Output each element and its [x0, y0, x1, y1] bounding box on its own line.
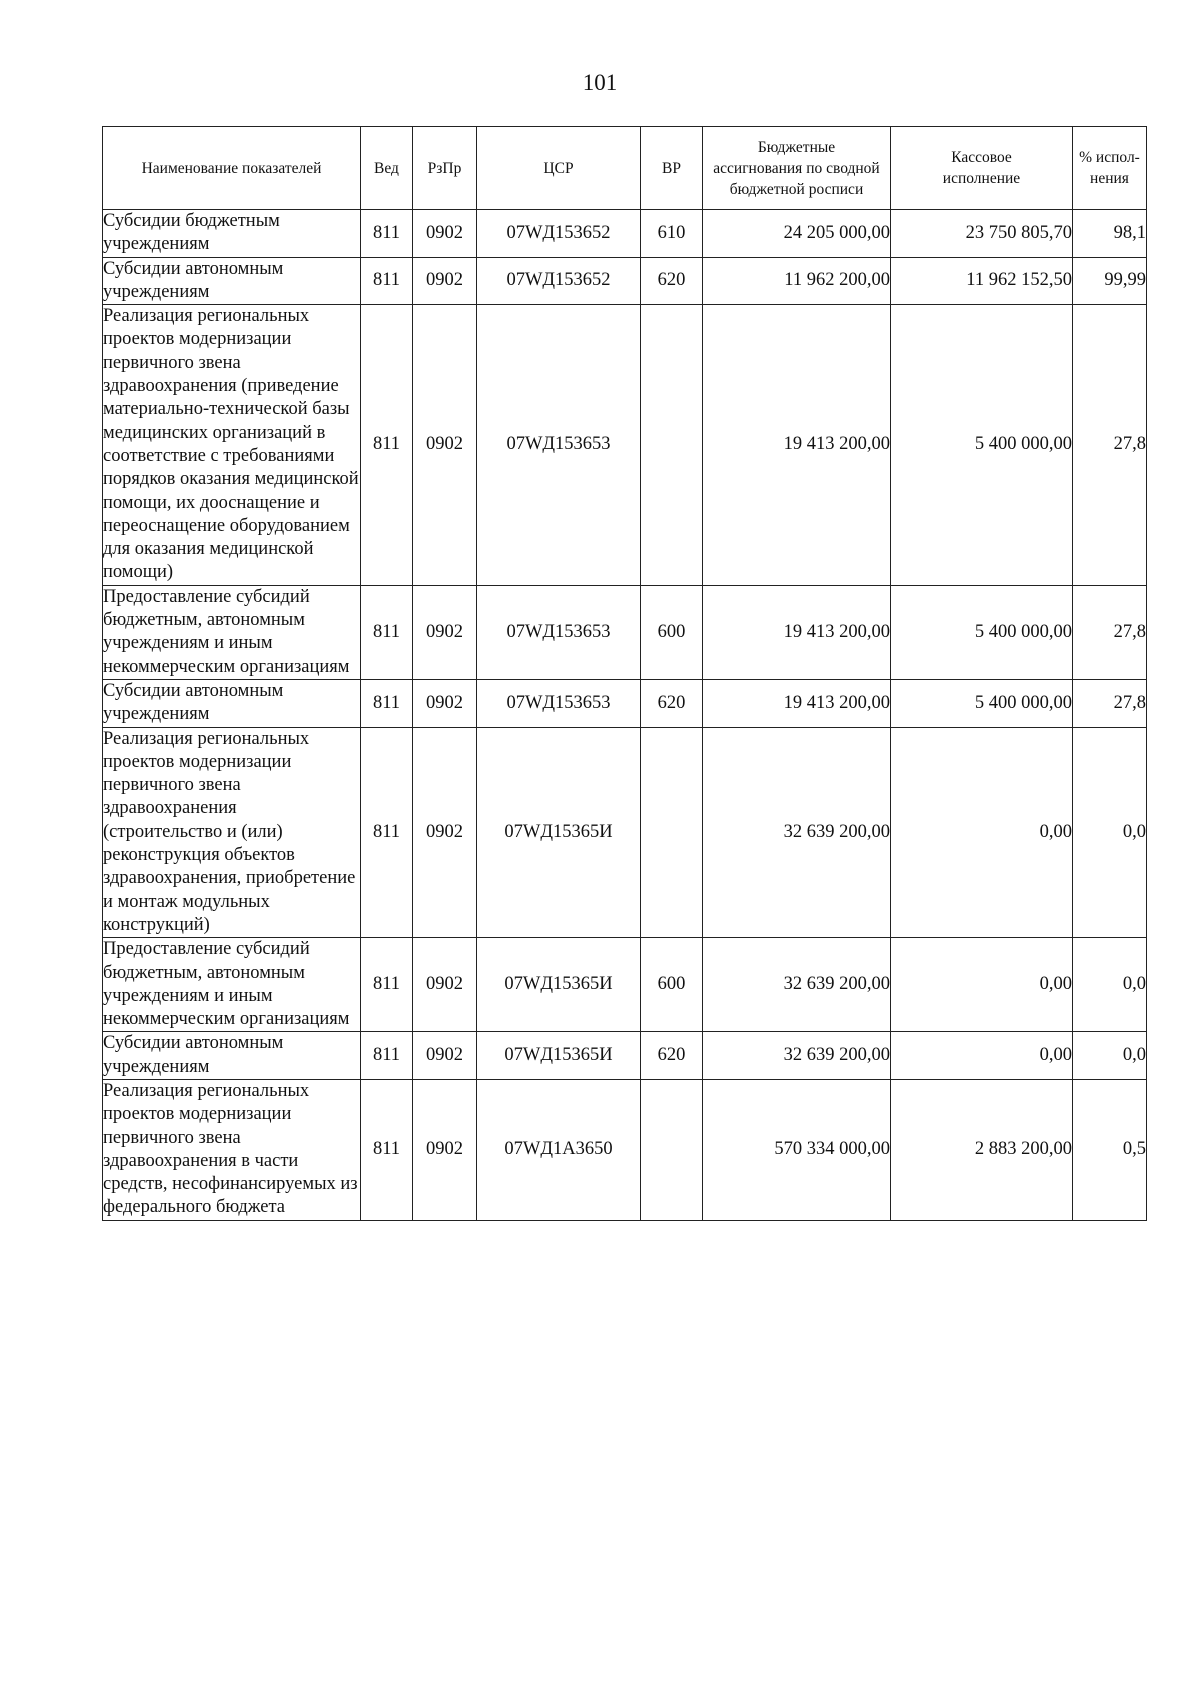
table-row [103, 679, 1147, 727]
header-cash: Кассовое исполнение [891, 127, 1073, 210]
cell-rzpr: 0902 [413, 679, 477, 727]
header-name: Наименование показателей [103, 127, 361, 210]
table-row [103, 1032, 1147, 1080]
cell-vr: 620 [641, 1032, 703, 1080]
cell-csr: 07WД153653 [477, 679, 641, 727]
table-row [103, 585, 1147, 679]
cell-percent: 99,99 [1073, 257, 1147, 305]
cell-percent: 0,0 [1073, 727, 1147, 938]
cell-cash: 0,00 [891, 938, 1073, 1032]
table-row [103, 210, 1147, 258]
cell-name: Предоставление субсидий бюджетным, автономным учреждениям и иным некоммерческим организациям [103, 585, 361, 679]
cell-vr [641, 727, 703, 938]
cell-cash: 0,00 [891, 1032, 1073, 1080]
cell-ved: 811 [361, 257, 413, 305]
cell-cash: 2 883 200,00 [891, 1079, 1073, 1220]
cell-assigned: 11 962 200,00 [703, 257, 891, 305]
cell-rzpr: 0902 [413, 305, 477, 586]
header-assigned: Бюджетные ассигнования по сводной бюджетной росписи [703, 127, 891, 210]
cell-ved: 811 [361, 305, 413, 586]
table-row [103, 1079, 1147, 1220]
cell-percent: 98,1 [1073, 210, 1147, 258]
cell-cash: 5 400 000,00 [891, 585, 1073, 679]
header-rzpr: РзПр [413, 127, 477, 210]
table-row [103, 938, 1147, 1032]
cell-vr: 610 [641, 210, 703, 258]
table-row [103, 727, 1147, 938]
cell-rzpr: 0902 [413, 727, 477, 938]
cell-csr: 07WД15365И [477, 1032, 641, 1080]
cell-name: Реализация региональных проектов модернизации первичного звена здравоохранения (строительство и (или) реконструкция объектов здравоохранения, приобретение и монтаж модульных конструкций) [103, 727, 361, 938]
cell-name: Субсидии автономным учреждениям [103, 1032, 361, 1080]
cell-csr: 07WД153652 [477, 210, 641, 258]
cell-assigned: 19 413 200,00 [703, 679, 891, 727]
cell-cash: 5 400 000,00 [891, 679, 1073, 727]
cell-rzpr: 0902 [413, 210, 477, 258]
header-percent: % испол-нения [1073, 127, 1147, 210]
table-row [103, 257, 1147, 305]
cell-ved: 811 [361, 210, 413, 258]
cell-rzpr: 0902 [413, 938, 477, 1032]
cell-vr: 620 [641, 257, 703, 305]
cell-assigned: 32 639 200,00 [703, 938, 891, 1032]
cell-assigned: 24 205 000,00 [703, 210, 891, 258]
cell-name: Предоставление субсидий бюджетным, автономным учреждениям и иным некоммерческим организациям [103, 938, 361, 1032]
cell-percent: 27,8 [1073, 585, 1147, 679]
cell-ved: 811 [361, 679, 413, 727]
cell-ved: 811 [361, 727, 413, 938]
cell-rzpr: 0902 [413, 585, 477, 679]
header-csr: ЦСР [477, 127, 641, 210]
cell-vr: 600 [641, 938, 703, 1032]
cell-name: Субсидии автономным учреждениям [103, 679, 361, 727]
cell-cash: 11 962 152,50 [891, 257, 1073, 305]
cell-name: Субсидии автономным учреждениям [103, 257, 361, 305]
cell-ved: 811 [361, 1079, 413, 1220]
cell-vr: 620 [641, 679, 703, 727]
cell-name: Субсидии бюджетным учреждениям [103, 210, 361, 258]
cell-cash: 0,00 [891, 727, 1073, 938]
cell-cash: 23 750 805,70 [891, 210, 1073, 258]
cell-csr: 07WД1А3650 [477, 1079, 641, 1220]
cell-vr [641, 305, 703, 586]
budget-execution-table [102, 126, 1147, 1221]
cell-rzpr: 0902 [413, 257, 477, 305]
cell-csr: 07WД153653 [477, 585, 641, 679]
cell-csr: 07WД15365И [477, 938, 641, 1032]
cell-percent: 0,0 [1073, 1032, 1147, 1080]
cell-vr: 600 [641, 585, 703, 679]
cell-percent: 27,8 [1073, 679, 1147, 727]
cell-percent: 0,0 [1073, 938, 1147, 1032]
cell-name: Реализация региональных проектов модернизации первичного звена здравоохранения (приведение материально-технической базы медицинских организаций в соответствие с требованиями порядков оказания медицинской помощи, их дооснащение и переоснащение оборудованием для оказания медицинской помощи) [103, 305, 361, 586]
cell-csr: 07WД153653 [477, 305, 641, 586]
table-header-row [103, 127, 1147, 210]
cell-assigned: 570 334 000,00 [703, 1079, 891, 1220]
cell-csr: 07WД15365И [477, 727, 641, 938]
header-ved: Вед [361, 127, 413, 210]
cell-cash: 5 400 000,00 [891, 305, 1073, 586]
cell-csr: 07WД153652 [477, 257, 641, 305]
table-row [103, 305, 1147, 586]
cell-percent: 27,8 [1073, 305, 1147, 586]
header-vr: ВР [641, 127, 703, 210]
cell-rzpr: 0902 [413, 1079, 477, 1220]
cell-assigned: 32 639 200,00 [703, 1032, 891, 1080]
cell-assigned: 32 639 200,00 [703, 727, 891, 938]
cell-assigned: 19 413 200,00 [703, 585, 891, 679]
cell-rzpr: 0902 [413, 1032, 477, 1080]
cell-ved: 811 [361, 1032, 413, 1080]
page-number: 101 [582, 70, 618, 95]
cell-name: Реализация региональных проектов модернизации первичного звена здравоохранения в части средств, несофинансируемых из федерального бюджета [103, 1079, 361, 1220]
cell-vr [641, 1079, 703, 1220]
cell-percent: 0,5 [1073, 1079, 1147, 1220]
cell-assigned: 19 413 200,00 [703, 305, 891, 586]
cell-ved: 811 [361, 585, 413, 679]
cell-ved: 811 [361, 938, 413, 1032]
